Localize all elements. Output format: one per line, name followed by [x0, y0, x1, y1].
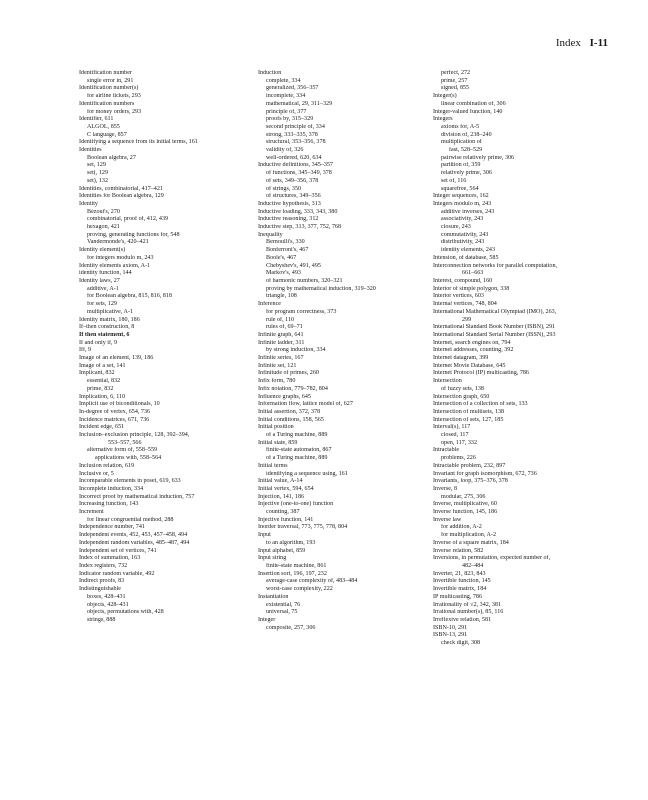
index-subentry: 661–663	[462, 270, 484, 277]
index-entry: Identifier, 611	[79, 116, 114, 123]
index-entry: Insertion sort, 196, 197, 232	[258, 570, 327, 577]
index-subentry: 299	[462, 316, 472, 323]
index-subentry: proofs by, 315–329	[266, 116, 314, 123]
index-entry: Identification number(s)	[79, 85, 139, 92]
index-subentry: for Boolean algebra, 815, 816, 818	[87, 293, 172, 300]
index-subentry: C language, 857	[87, 131, 127, 138]
index-entry: identity function, 144	[79, 270, 132, 277]
index-entry: Irreflexive relation, 581	[433, 616, 492, 623]
index-entry: International Standard Book Number (ISBN), 291	[433, 324, 556, 331]
index-entry: Injective (one-to-one) function	[258, 501, 334, 508]
index-entry: Identifying a sequence from its initial terms, 161	[79, 139, 198, 146]
index-subentry: Boole's, 467	[266, 254, 297, 261]
index-entry: Identity elements axiom, A-1	[79, 262, 151, 269]
index-entry: Identity matrix, 180, 186	[79, 316, 140, 323]
index-subentry: complete, 334	[266, 77, 301, 84]
index-subentry: proving, generating functions for, 548	[87, 231, 180, 238]
index-subentry: 553–557, 566	[108, 439, 142, 446]
index-subentry: triangle, 108	[266, 293, 297, 300]
index-subentry: of structures, 349–356	[266, 193, 321, 200]
index-entry: Interior vertices, 603	[433, 293, 484, 300]
index-entry: Injection, 141, 186	[258, 493, 305, 500]
index-subentry: for program correctness, 373	[266, 308, 337, 315]
index-subentry: mathematical, 29, 311–329	[266, 100, 333, 107]
index-subentry: problems, 226	[441, 455, 476, 462]
index-entry: Identities for Boolean algebra, 129	[79, 193, 164, 200]
index-entry: Internet, search engines on, 794	[433, 339, 511, 346]
index-entry: Intersection of a collection of sets, 133	[433, 401, 528, 408]
index-subentry: commutativity, 243	[441, 231, 489, 238]
index-entry: Initial conditions, 158, 565	[258, 416, 324, 423]
index-entry: Initial terms	[258, 462, 288, 469]
index-subentry: for money orders, 293	[87, 108, 142, 115]
index-entry: Infinite graph, 641	[258, 331, 304, 338]
index-entry: Incomplete induction, 334	[79, 485, 144, 492]
index-entry: Indirect proofs, 83	[79, 578, 125, 585]
index-subentry: existential, 76	[266, 601, 301, 608]
index-entry: Invertible matrix, 184	[433, 586, 487, 593]
index-subentry: of sets, 349–356, 378	[266, 177, 319, 184]
index-subentry: of functions, 345–349, 378	[266, 170, 332, 177]
index-subentry: multiplication of	[441, 139, 482, 146]
index-subentry: Bonferroni's, 467	[266, 247, 309, 254]
index-entry: Implication, 6, 110	[79, 393, 126, 400]
index-subentry: structural, 353–356, 378	[266, 139, 326, 146]
index-subentry: rules of, 69–71	[266, 324, 303, 331]
index-subentry: squarefree, 564	[441, 185, 479, 192]
index-subentry: open, 117, 332	[441, 439, 477, 446]
index-subentry: universal, 75	[266, 609, 298, 616]
index-entry: Injective function, 141	[258, 516, 314, 523]
index-subentry: single error in, 291	[87, 77, 134, 84]
index-entry: Indicator random variable, 492	[79, 570, 155, 577]
index-entry: Identities, combinatorial, 417–421	[79, 185, 163, 192]
index-entry: Inference	[258, 301, 282, 308]
index-entry: Intersection graph, 650	[433, 393, 490, 400]
index-subentry: for multiplication, A-2	[441, 532, 497, 539]
index-subentry: perfect, 272	[441, 70, 471, 76]
index-entry: Implicant, 832	[79, 370, 115, 377]
index-subentry: of a Turing machine, 889	[266, 455, 328, 462]
index-entry: Index registers, 732	[79, 563, 128, 569]
index-subentry: division of, 238–240	[441, 131, 492, 138]
index-entry: Infix notation, 779–782, 804	[258, 385, 328, 392]
index-entry: Irrationality of √2, 342, 381	[433, 601, 501, 608]
index-entry: Incident edge, 651	[79, 424, 125, 431]
index-subentry: identifying a sequence using, 161	[266, 470, 348, 477]
index-subentry: hexagon, 421	[87, 224, 120, 231]
index-subentry: multiplicative, A-1	[87, 308, 134, 315]
index-subentry: counting, 387	[266, 509, 300, 516]
index-subentry: of a Turing machine, 889	[266, 432, 328, 439]
index-entry: Intractable problem, 232, 897	[433, 462, 506, 469]
index-subentry: pairwise relatively prime, 306	[441, 154, 515, 161]
index-subentry: objects, permutations with, 428	[87, 609, 164, 616]
index-subentry: additive inverses, 243	[441, 208, 495, 215]
index-entry: Influence graphs, 645	[258, 393, 311, 400]
index-entry: International Mathematical Olympiad (IMO), 263,	[433, 308, 557, 315]
index-entry: Information flow, lattice model of, 627	[258, 401, 353, 408]
page-number: I-11	[589, 37, 608, 49]
index-entry: Initial state, 859	[258, 439, 298, 446]
index-entry: Inverse of a square matrix, 184	[433, 539, 509, 546]
index-subentry: additive, A-1	[87, 285, 119, 292]
index-entry: Infinite series, 167	[258, 355, 304, 362]
index-entry: Incomparable elements in poset, 619, 633	[79, 478, 181, 485]
index-entry: Inductive reasoning, 312	[258, 216, 319, 223]
index-subentry: Markov's, 493	[266, 270, 301, 277]
index-entry: Identity element(s)	[79, 247, 126, 254]
index-subentry: modular, 275, 306	[441, 493, 486, 500]
index-subentry: strong, 333–335, 378	[266, 131, 318, 138]
index-entry: Infinitude of primes, 260	[258, 370, 319, 377]
index-entry: Independent events, 452, 453, 457–458, 494	[79, 532, 188, 539]
index-subentry: check digit, 308	[441, 640, 481, 647]
index-subentry: distributivity, 243	[441, 239, 485, 246]
index-entry: Invariants, loop, 375–376, 378	[433, 478, 508, 485]
index-entry: Invertible function, 145	[433, 578, 491, 585]
index-entry: Implicit use of biconditionals, 10	[79, 401, 160, 408]
index-entry: Integer(s)	[433, 93, 457, 100]
index-subentry: finite-state automaton, 867	[266, 447, 332, 454]
index-subentry: combinatorial, proof of, 412, 439	[87, 216, 169, 223]
index-entry: Inductive loading, 333, 343, 380	[258, 208, 338, 215]
index-entry: Image of a set, 141	[79, 362, 126, 369]
index-entry: Infinite set, 121	[258, 362, 297, 369]
index-entry: Iff, 9	[79, 347, 92, 354]
index-entry: Intersection of multisets, 138	[433, 408, 505, 415]
index-entry: Image of an element, 139, 186	[79, 355, 154, 362]
index-entry: Infix form, 780	[258, 378, 296, 385]
index-subentry: prime, 832	[87, 385, 114, 392]
index-subentry: for airline tickets, 293	[87, 93, 141, 100]
index-subentry: set), 132	[87, 177, 108, 184]
index-subentry: alternative form of, 558–559	[87, 447, 158, 454]
index-subentry: worst-case complexity, 222	[266, 586, 333, 593]
index-subentry: validity of, 326	[266, 147, 304, 154]
index-entry: Integer sequences, 162	[433, 193, 489, 200]
index-entry: If and only if, 9	[79, 339, 118, 346]
index-entry: Inequality	[258, 231, 283, 238]
index-subentry: average-case complexity of, 483–484	[266, 578, 358, 585]
index-subentry: Vandermonde's, 420–421	[87, 239, 149, 246]
index-entry: Inverse, 8	[433, 485, 458, 492]
index-entry: Initial assertion, 372, 378	[258, 408, 321, 415]
index-entry: Intractable	[433, 447, 460, 454]
index-entry: Initial value, A-14	[258, 478, 303, 485]
index-entry: Inverse, multiplicative, 60	[433, 501, 497, 508]
index-entry: Irrational number(s), 85, 116	[433, 609, 504, 616]
index-entry: Initial vertex, 594, 654	[258, 485, 314, 492]
index-entry: Input alphabet, 859	[258, 547, 306, 554]
page-header	[556, 36, 608, 50]
index-subentry: closed, 117	[441, 432, 469, 439]
index-subentry: set of, 116	[441, 177, 467, 184]
index-entry: Integers modulo m, 243	[433, 200, 492, 207]
index-subentry: linear combination of, 306	[441, 100, 506, 107]
index-subentry: of harmonic numbers, 320–321	[266, 277, 343, 284]
index-entry: Initial position	[258, 424, 294, 431]
index-entry: Incorrect proof by mathematical induction, 757	[79, 493, 195, 500]
index-entry: Identities	[79, 147, 102, 154]
index-subentry: axioms for, A-5	[441, 123, 480, 130]
index-subentry: identity elements, 243	[441, 247, 495, 254]
index-subentry: set, 129	[87, 162, 106, 169]
index-entry: Incidence matrices, 671, 736	[79, 416, 150, 423]
index-subentry: generalized, 356–357	[266, 85, 319, 92]
index-subentry: signed, 855	[441, 85, 470, 92]
index-subentry: incomplete, 334	[266, 93, 306, 100]
index-entry: Identity	[79, 200, 98, 207]
index-entry: Internet Movie Database, 645	[433, 362, 506, 369]
index-subentry: proving by mathematical induction, 319–320	[266, 285, 376, 292]
index-entry: International Standard Serial Number (ISSN), 293	[433, 331, 556, 338]
index-entry: Internet datagram, 399	[433, 355, 489, 362]
index-entry: Instantiation	[258, 593, 289, 600]
index-subentry: prime, 257	[441, 77, 468, 84]
index-subentry: boxes, 428–431	[87, 593, 126, 600]
index-entry: Infinite ladder, 311	[258, 339, 305, 346]
index-entry: ISBN-10, 291	[433, 624, 468, 631]
index-subentry: Bézout's, 270	[87, 208, 120, 215]
index-entry: Identification numbers	[79, 100, 135, 107]
index-subentry: ALGOL, 855	[87, 123, 120, 130]
index-subentry: second principle of, 334	[266, 123, 325, 130]
index-entry: Inversions, in permutation, expected number of,	[433, 555, 551, 562]
index-entry: Induction	[258, 70, 282, 76]
index-subentry: closure, 243	[441, 224, 471, 231]
index-subentry: strings, 888	[87, 616, 116, 623]
index-entry: Independence number, 741	[79, 524, 145, 531]
index-subentry: for linear congruential method, 288	[87, 516, 174, 523]
index-entry: Independent set of vertices, 741	[79, 547, 157, 554]
index-entry: Intersection of sets, 127, 185	[433, 416, 504, 423]
index-subentry: 482–484	[462, 563, 484, 569]
index-entry: Integer-valued function, 140	[433, 108, 503, 115]
index-entry: Internet addresses, counting, 392	[433, 347, 514, 354]
index-column-2	[258, 70, 444, 632]
index-subentry: for sets, 129	[87, 301, 117, 308]
index-subentry: to an algorithm, 193	[266, 539, 316, 546]
index-entry: If then statement, 6	[79, 331, 130, 338]
index-subentry: for integers modulo m, 243	[87, 254, 154, 261]
index-subentry: by strong induction, 334	[266, 347, 326, 354]
index-entry: Inverse relation, 582	[433, 547, 484, 554]
index-entry: Identity laws, 27	[79, 277, 120, 284]
index-entry: Inclusion relation, 619	[79, 462, 135, 469]
index-subentry: Bernoulli's, 330	[266, 239, 305, 246]
index-entry: Inductive hypothesis, 313	[258, 200, 321, 207]
index-entry: Inverse function, 145, 186	[433, 509, 498, 516]
index-entry: Input string	[258, 555, 287, 562]
index-entry: Inductive step, 313, 377, 752, 768	[258, 224, 342, 231]
index-entry: Intension, of database, 585	[433, 254, 499, 261]
index-entry: Increasing function, 143	[79, 501, 139, 508]
index-entry: Internet Protocol (IP) multicasting, 786	[433, 370, 529, 377]
index-subentry: of fuzzy sets, 138	[441, 385, 484, 392]
index-entry: Inverse law	[433, 516, 462, 523]
index-entry: Interior of simple polygon, 338	[433, 285, 510, 292]
index-entry: Independent random variables, 485–487, 494	[79, 539, 190, 546]
index-column-3	[433, 70, 619, 648]
index-entry: If–then construction, 8	[79, 324, 135, 331]
index-entry: Intersection	[433, 378, 462, 385]
index-entry: Integers	[433, 116, 453, 123]
index-subentry: associativity, 243	[441, 216, 484, 223]
index-subentry: of strings, 350	[266, 185, 302, 192]
index-subentry: principle of, 377	[266, 108, 307, 115]
index-entry: ISBN-13, 291	[433, 632, 468, 639]
index-subentry: essential, 832	[87, 378, 121, 385]
index-subentry: well-ordered, 620, 634	[266, 154, 322, 161]
index-entry: Inorder traversal, 773, 775, 778, 804	[258, 524, 348, 531]
index-entry: Interconnection networks for parallel computation,	[433, 262, 558, 269]
index-column-1	[79, 70, 265, 625]
index-entry: Inductive definitions, 345–357	[258, 162, 333, 169]
index-subentry: composite, 257, 306	[266, 624, 316, 631]
index-entry: Inclusive or, 5	[79, 470, 114, 477]
index-entry: Inverter, 21, 823, 843	[433, 570, 486, 577]
index-entry: Invariant for graph isomorphism, 672, 736	[433, 470, 537, 477]
index-entry: Interest, compound, 160	[433, 277, 493, 284]
index-entry: Integer	[258, 616, 276, 623]
index-subentry: Chebyshev's, 491, 495	[266, 262, 321, 269]
index-entry: Index of summation, 163	[79, 555, 141, 562]
index-entry: Indistinguishable	[79, 586, 121, 593]
index-entry: Input	[258, 532, 271, 539]
index-entry: Internal vertices, 748, 804	[433, 301, 497, 308]
header-title: Index	[555, 37, 581, 49]
index-subentry: relatively prime, 306	[441, 170, 492, 177]
index-subentry: objects, 428–431	[87, 601, 129, 608]
index-subentry: fast, 528–529	[449, 147, 483, 154]
index-subentry: rule of, 110	[266, 316, 295, 323]
index-entry: Interval(s), 117	[433, 424, 471, 431]
index-subentry: set(, 129	[87, 170, 108, 177]
index-subentry: for addition, A-2	[441, 524, 482, 531]
index-entry: Increment	[79, 509, 104, 516]
index-subentry: partition of, 359	[441, 162, 481, 169]
index-subentry: finite-state machine, 861	[266, 563, 327, 569]
index-entry: In-degree of vertex, 654, 736	[79, 408, 151, 415]
index-entry: Identification number	[79, 70, 132, 76]
index-subentry: applications with, 558–564	[95, 455, 162, 462]
index-entry: Inclusion–exclusion principle, 128, 392–394,	[79, 432, 190, 439]
index-subentry: Boolean algebra, 27	[87, 154, 136, 161]
index-entry: IP multicasting, 786	[433, 593, 483, 600]
